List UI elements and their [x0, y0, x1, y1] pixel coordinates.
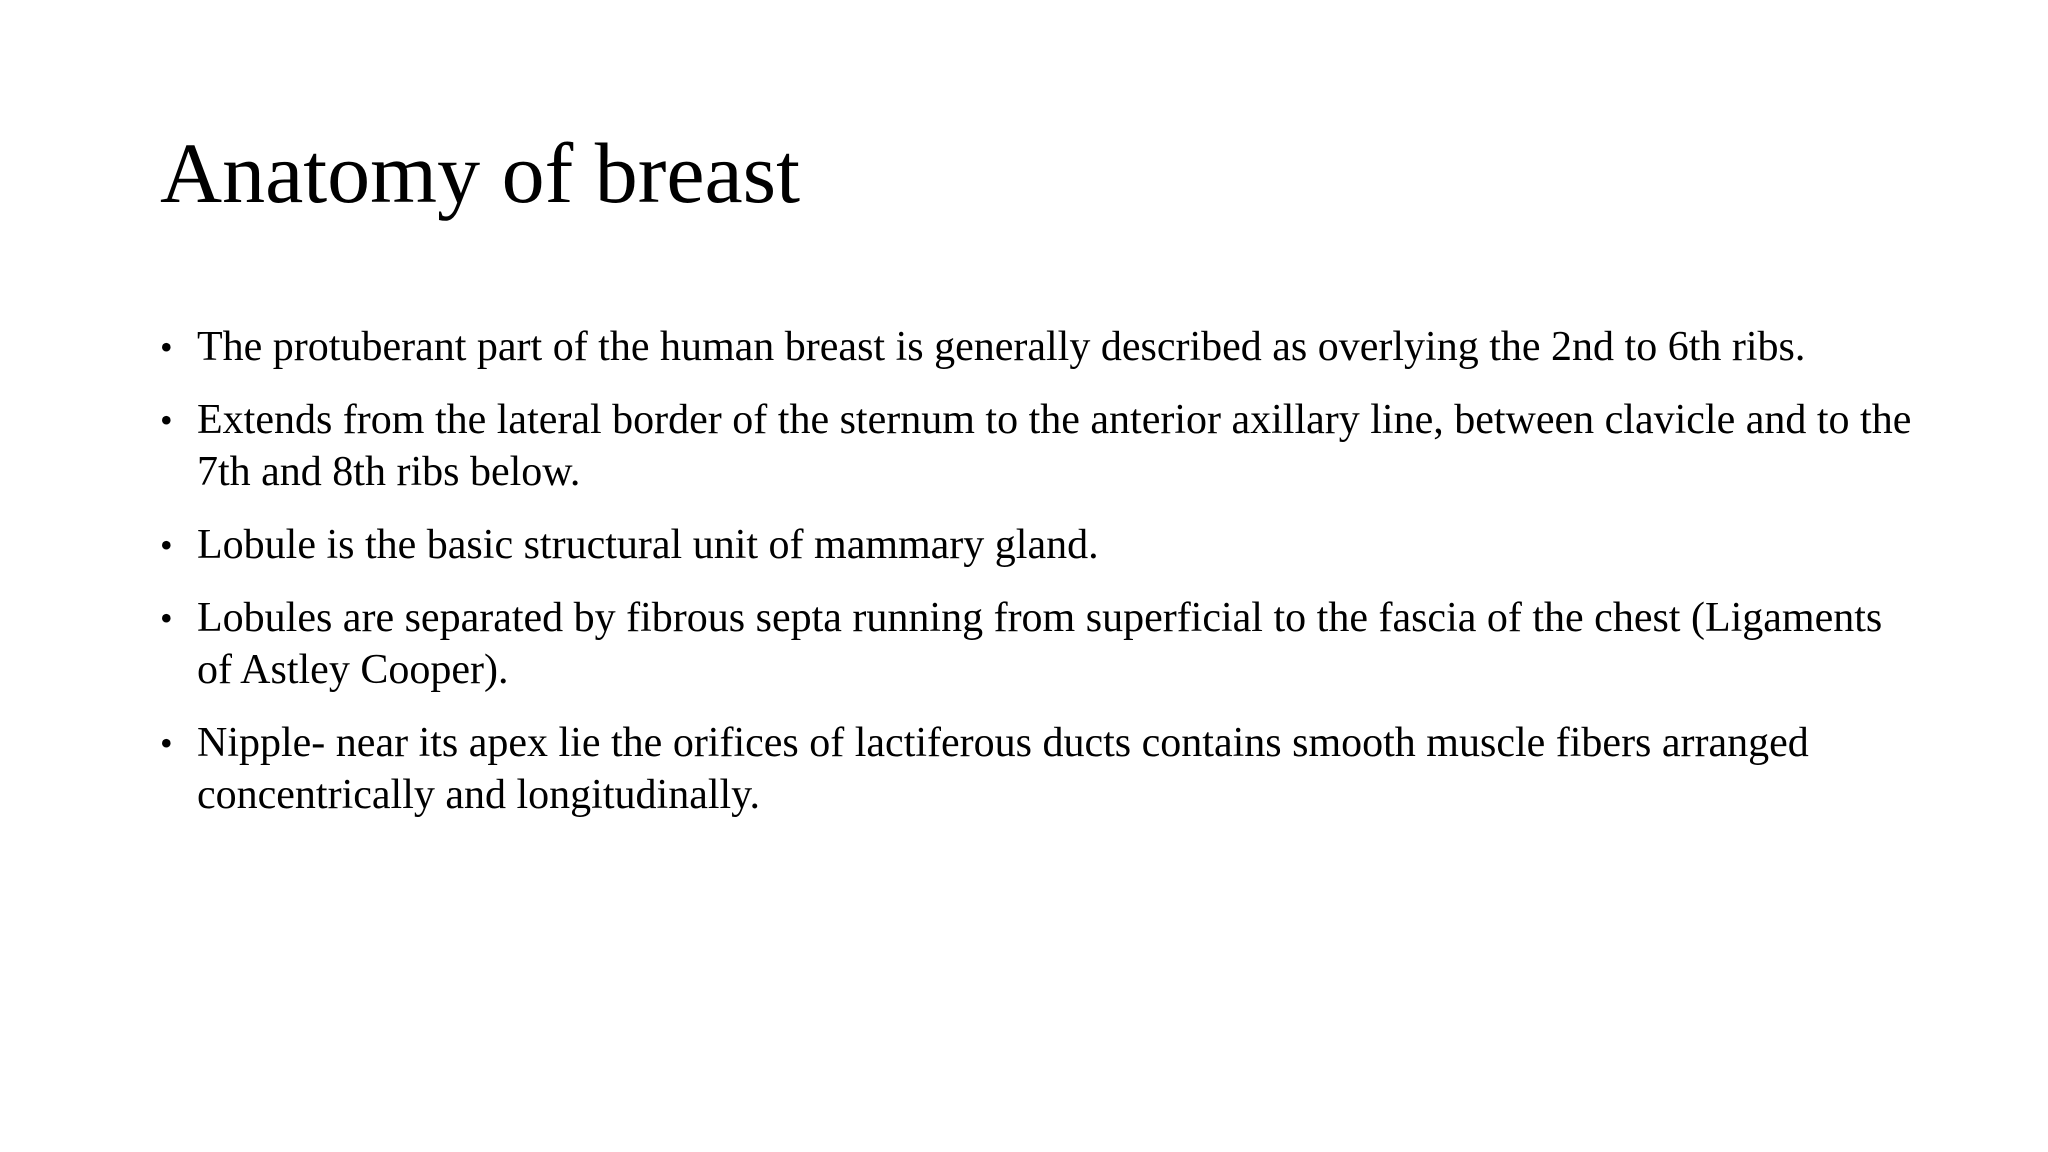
bullet-icon: •	[160, 327, 173, 367]
bullet-item-extent	[160, 394, 1920, 498]
bullet-icon: •	[160, 723, 173, 763]
bullet-icon: •	[160, 525, 173, 565]
bullet-text: Lobules are separated by fibrous septa running from superficial to the fascia of the chest (Ligaments of Astley Cooper).	[197, 595, 1883, 693]
bullet-text: Lobule is the basic structural unit of mammary gland.	[197, 522, 1099, 568]
bullet-item-nipple	[160, 717, 1920, 821]
bullet-text: The protuberant part of the human breast is generally described as overlying the 2nd to 6th ribs.	[197, 324, 1806, 370]
bullet-text: Extends from the lateral border of the sternum to the anterior axillary line, between clavicle and to the 7th and 8th ribs below.	[197, 397, 1912, 495]
bullet-item-ribs	[160, 321, 1920, 373]
bullet-list	[160, 321, 1920, 842]
bullet-item-septa	[160, 592, 1920, 696]
bullet-text: Nipple- near its apex lie the orifices of lactiferous ducts contains smooth muscle fibers arranged concentrically and longitudinally.	[197, 720, 1809, 818]
bullet-icon: •	[160, 598, 173, 638]
bullet-icon: •	[160, 400, 173, 440]
slide-title: Anatomy of breast	[160, 125, 801, 221]
bullet-item-lobule	[160, 519, 1920, 571]
